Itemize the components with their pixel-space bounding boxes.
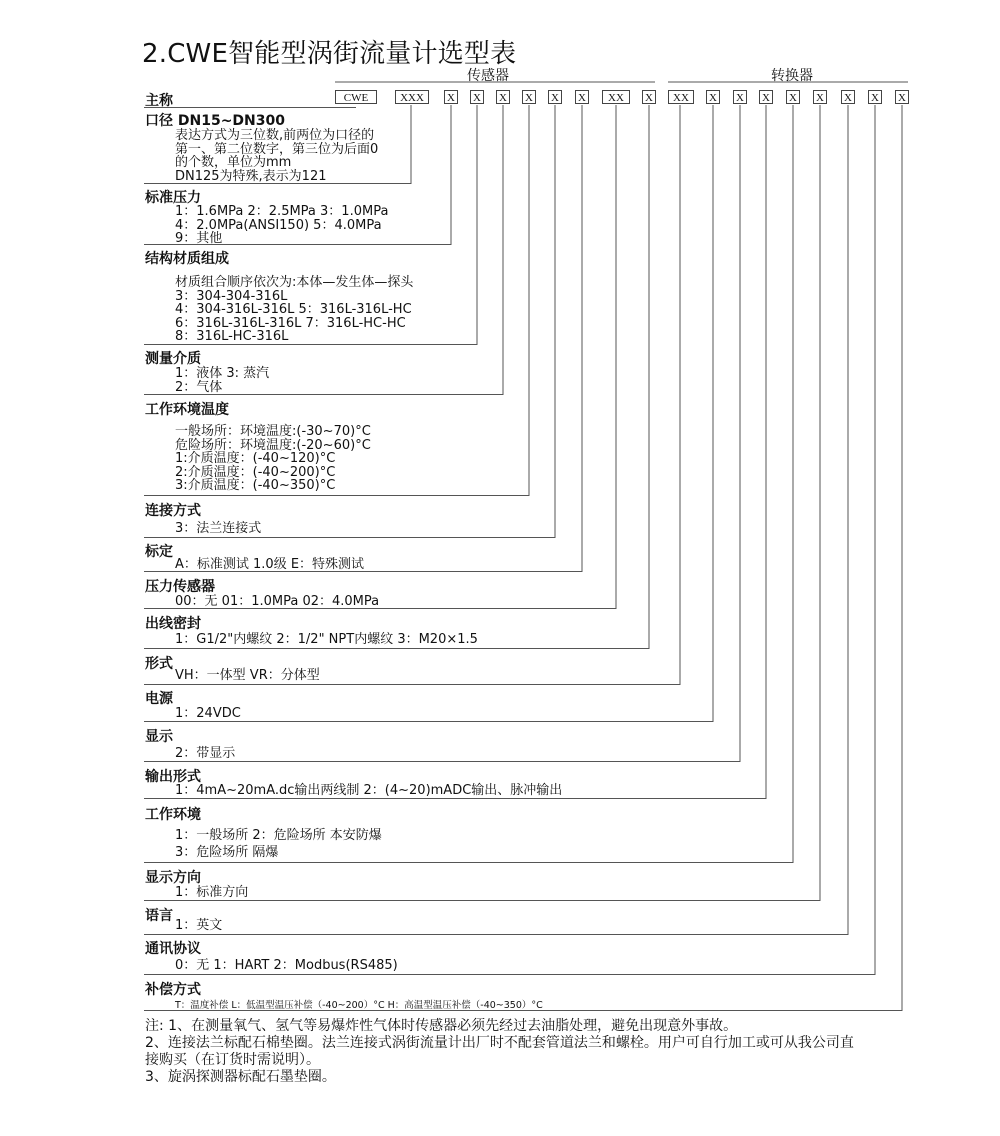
group-label-sensor: 传感器 (467, 68, 509, 84)
section-header-name: 主称 (145, 93, 173, 109)
code-box: X (759, 90, 773, 104)
note-line: 3、旋涡探测器标配石墨垫圈。 (145, 1069, 336, 1085)
code-box: X (642, 90, 656, 104)
outlet-seal-options: 1：G1/2"内螺纹 2：1/2" NPT内螺纹 3：M20×1.5 (175, 632, 478, 647)
display-options: 2：带显示 (175, 746, 236, 761)
environment-options: 1：一般场所 2：危险场所 本安防爆 3：危险场所 隔爆 (175, 828, 382, 860)
section-header-material: 结构材质组成 (145, 251, 229, 267)
compensation-options: T：温度补偿 L：低温型温压补偿（-40~200）°C H：高温型温压补偿（-40~350）°C (175, 1000, 543, 1011)
calibration-options: A：标准测试 1.0级 E：特殊测试 (175, 557, 365, 572)
notes (145, 1018, 854, 1086)
code-box: X (706, 90, 720, 104)
code-box: X (733, 90, 747, 104)
section-header-environment: 工作环境 (145, 807, 201, 823)
code-box: X (470, 90, 484, 104)
connector-power (144, 105, 713, 722)
code-box: XX (602, 90, 630, 104)
section-header-pressure: 标准压力 (145, 190, 201, 206)
section-header-protocol: 通讯协议 (145, 941, 201, 957)
code-box: XX (668, 90, 694, 104)
form-options: VH：一体型 VR：分体型 (175, 668, 320, 683)
section-header-display: 显示 (145, 729, 173, 745)
language-options: 1：英文 (175, 918, 223, 933)
code-box: X (786, 90, 800, 104)
section-header-display-dir: 显示方向 (145, 870, 201, 886)
code-box: X (444, 90, 458, 104)
code-box: X (522, 90, 536, 104)
group-label-transmitter: 转换器 (771, 68, 813, 84)
section-header-power: 电源 (145, 691, 173, 707)
power-options: 1：24VDC (175, 706, 241, 721)
material-options: 材质组合顺序依次为:本体—发生体—探头 3：304-304-316L 4：304-316L-316L 5：316L-316L-HC 6：316L-316L-316L 7：316L-HC-HC 8：316L-HC-316L (175, 275, 414, 344)
section-header-compensation: 补偿方式 (145, 982, 201, 998)
code-box: XXX (395, 90, 429, 104)
code-box: X (496, 90, 510, 104)
pressure-options: 1：1.6MPa 2：2.5MPa 3：1.0MPa 4：2.0MPa(ANSI150) 5：4.0MPa 9：其他 (175, 204, 389, 246)
note-line: 2、连接法兰标配石棉垫圈。法兰连接式涡街流量计出厂时不配套管道法兰和螺栓。用户可自行加工或可从我公司直 (145, 1035, 854, 1051)
note-line: 接购买（在订货时需说明）。 (145, 1052, 320, 1068)
section-header-outlet-seal: 出线密封 (145, 616, 201, 632)
connection-options: 3：法兰连接式 (175, 521, 262, 536)
section-header-connection: 连接方式 (145, 503, 201, 519)
section-header-output: 输出形式 (145, 769, 201, 785)
code-box: X (868, 90, 882, 104)
section-header-language: 语言 (145, 908, 173, 924)
section-header-work-temp: 工作环境温度 (145, 402, 229, 418)
code-box: X (548, 90, 562, 104)
note-line: 注: 1、在测量氧气、氢气等易爆炸性气体时传感器必须先经过去油脂处理，避免出现意外事故。 (145, 1018, 738, 1034)
page-title: 2.CWE智能型涡街流量计选型表 (142, 39, 517, 69)
section-header-calibration: 标定 (145, 544, 173, 560)
caliber-description: 表达方式为三位数,前两位为口径的 第一、第二位数字，第三位为后面0 的个数，单位为mm DN125为特殊,表示为121 (175, 128, 379, 184)
code-box: X (575, 90, 589, 104)
code-box: X (895, 90, 909, 104)
protocol-options: 0：无 1：HART 2：Modbus(RS485) (175, 958, 398, 973)
output-options: 1：4mA~20mA.dc输出两线制 2：(4~20)mADC输出、脉冲输出 (175, 783, 563, 798)
section-header-form: 形式 (145, 656, 173, 672)
display-dir-options: 1：标准方向 (175, 885, 249, 900)
code-box: X (841, 90, 855, 104)
work-temp-options: 一般场所：环境温度:(-30~70)°C 危险场所：环境温度:(-20~60)°C 1:介质温度：(-40~120)°C 2:介质温度：(-40~200)°C 3:介质温度：(-40~350)°C (175, 424, 371, 493)
section-header-pressure-sensor: 压力传感器 (145, 579, 215, 595)
code-box-cwe: CWE (335, 90, 377, 104)
section-header-medium: 测量介质 (145, 351, 201, 367)
section-header-caliber: 口径 DN15~DN300 (145, 113, 285, 129)
code-box: X (813, 90, 827, 104)
medium-options: 1：液体 3: 蒸汽 2：气体 (175, 366, 270, 395)
pressure-sensor-options: 00：无 01：1.0MPa 02：4.0MPa (175, 594, 380, 609)
